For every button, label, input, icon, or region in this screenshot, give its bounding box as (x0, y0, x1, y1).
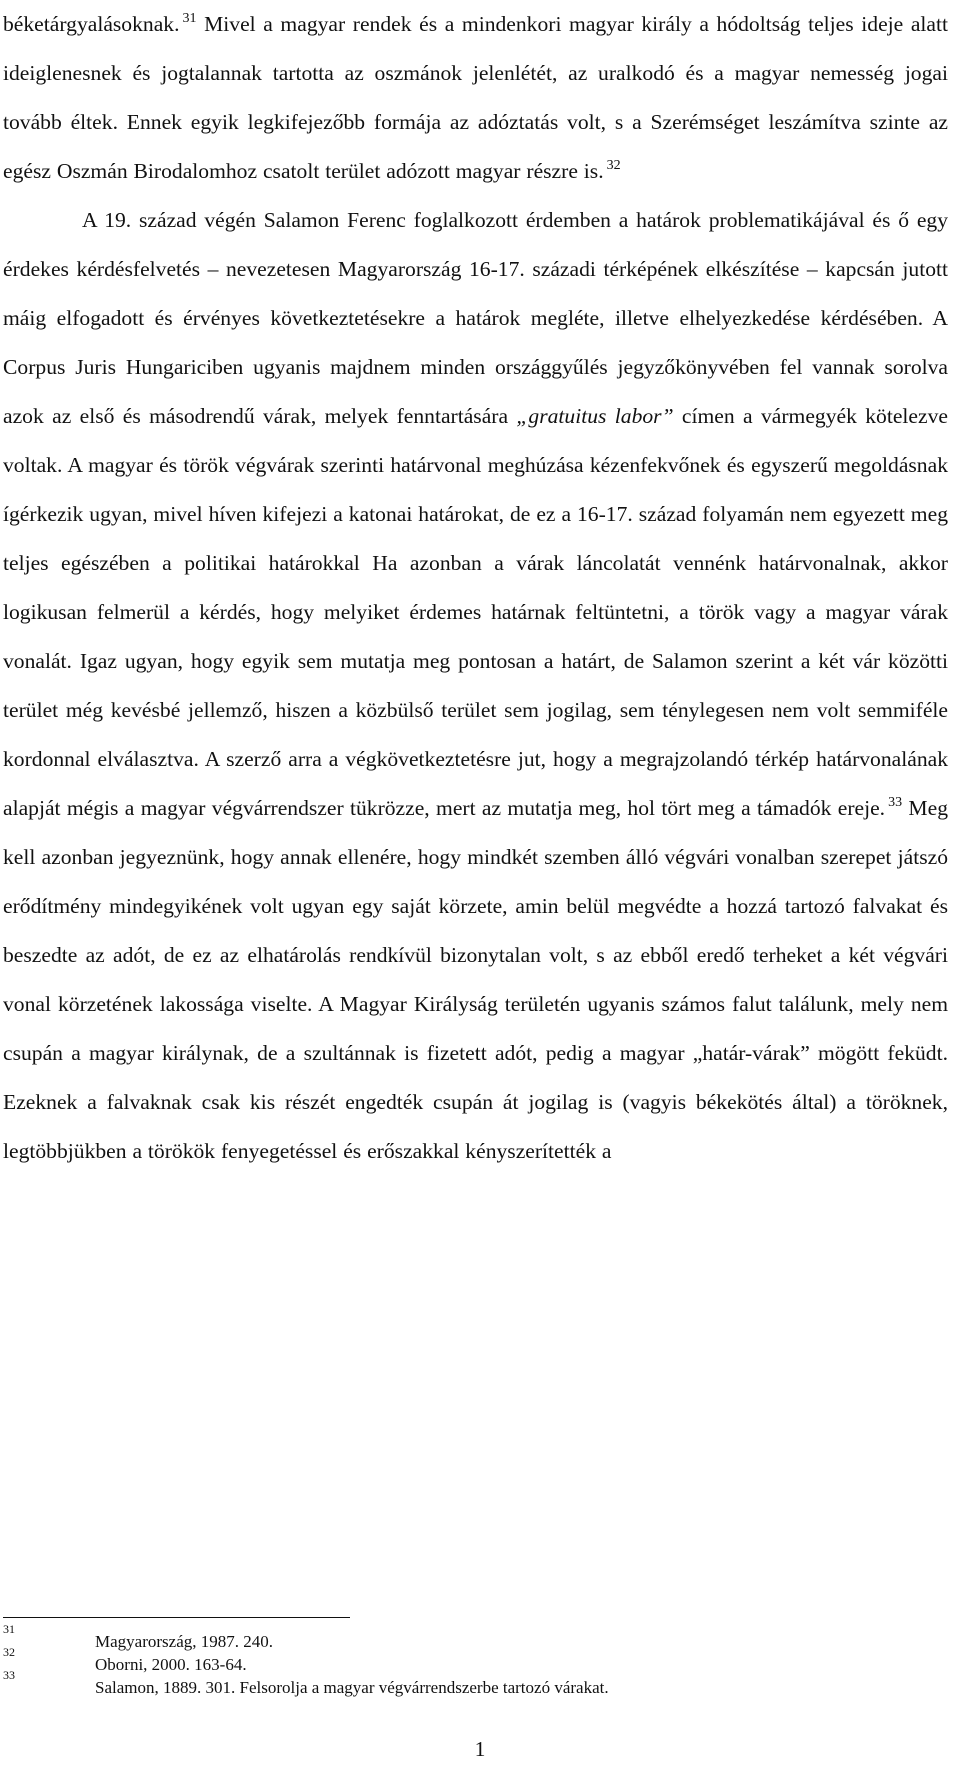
paragraph-1-start: béketárgyalásoknak. (3, 12, 180, 36)
footnote-ref-32[interactable]: 32 (606, 158, 621, 173)
paragraph-2-part-a: A 19. század végén Salamon Ferenc foglalkozott érdemben a határok problematikájával és ő egy érdekes kérdésfelvetés – nevezetesen Magyarország 16-17. századi térképének elkészítése – kapcsán jutott máig elfogadott és érvényes következtetésekre a határok megléte, illetve elhelyezkedése kérdésében. A Corpus Juris Hungariciben ugyanis majdnem minden országgyűlés jegyzőkönyvében fel vannak sorolva azok az első és másodrendű várak, melyek fenntartására (3, 208, 948, 428)
footnote-ref-31[interactable]: 31 (182, 11, 197, 26)
footnotes (3, 1622, 948, 1697)
footnote-divider (3, 1617, 350, 1618)
page-number: 1 (474, 1737, 486, 1761)
footnote-text: Oborni, 2000. 163-64. (95, 1655, 247, 1674)
paragraph-2-part-c: Meg kell azonban jegyeznünk, hogy annak ellenére, hogy mindkét szemben álló végvári vonalban szerepet játszó erődítmény mindegyikének volt ugyan egy saját körzete, amin belül megvédte a hozzá tartozó falvakat és beszedte az adót, de ez az elhatárolás rendkívül bizonytalan volt, s az ebből eredő terheket a két végvári vonal körzetének lakossága viselte. A Magyar Királyság területén ugyanis számos falut találunk, mely nem csupán a magyar királynak, de a szultánnak is fizetett adót, pedig a magyar „határ-várak” mögött feküdt. Ezeknek a falvaknak csak kis részét engedték csupán át jogilag is (vagyis békekötés által) a töröknek, legtöbbjükben a törökök fenyegetéssel és erőszakkal kényszerítették a (3, 796, 949, 1163)
footnote-number: 33 (3, 1668, 15, 1682)
footnote-number: 31 (3, 1622, 15, 1636)
paragraph-1-rest: Mivel a magyar rendek és a mindenkori magyar király a hódoltság teljes ideje alatt ideiglenesnek és jogtalannak tartotta az oszmánok jelenlétét, az uralkodó és a magyar nemesség jogai tovább éltek. Ennek egyik legkifejezőbb formája az adóztatás volt, s a Szerémséget leszámítva szinte az egész Oszmán Birodalomhoz csatolt terület adózott magyar részre is. (3, 12, 948, 183)
footnote-text: Magyarország, 1987. 240. (95, 1632, 273, 1651)
footnote-32 (3, 1645, 948, 1674)
body-text (3, 0, 948, 1176)
paragraph-1 (3, 0, 948, 196)
latin-phrase: „gratuitus labor” (516, 404, 674, 428)
footnote-31 (3, 1622, 948, 1651)
footnote-33 (3, 1668, 948, 1697)
footnote-ref-33[interactable]: 33 (888, 795, 903, 810)
paragraph-2 (3, 196, 948, 1176)
footnote-number: 32 (3, 1645, 15, 1659)
paragraph-2-part-b: címen a vármegyék kötelezve voltak. A magyar és török végvárak szerinti határvonal meghúzása kézenfekvőnek és egyszerű megoldásnak ígérkezik ugyan, mivel híven kifejezi a katonai határokat, de ez a 16-17. század folyamán nem egyezett meg teljes egészében a politikai határokkal Ha azonban a várak láncolatát vennénk határvonalnak, akkor logikusan felmerül a kérdés, hogy melyiket érdemes határnak feltüntetni, a török vagy a magyar várak vonalát. Igaz ugyan, hogy egyik sem mutatja meg pontosan a határt, de Salamon szerint a két vár közötti terület még kevésbé jellemző, hiszen a közbülső terület sem jogilag, sem ténylegesen nem volt semmiféle kordonnal elválasztva. A szerző arra a végkövetkeztetésre jut, hogy a megrajzolandó térkép határvonalának alapját mégis a magyar végvárrendszer tükrözze, mert az mutatja meg, hol tört meg a támadók ereje. (3, 404, 948, 820)
footnote-text: Salamon, 1889. 301. Felsorolja a magyar végvárrendszerbe tartozó várakat. (95, 1678, 609, 1697)
